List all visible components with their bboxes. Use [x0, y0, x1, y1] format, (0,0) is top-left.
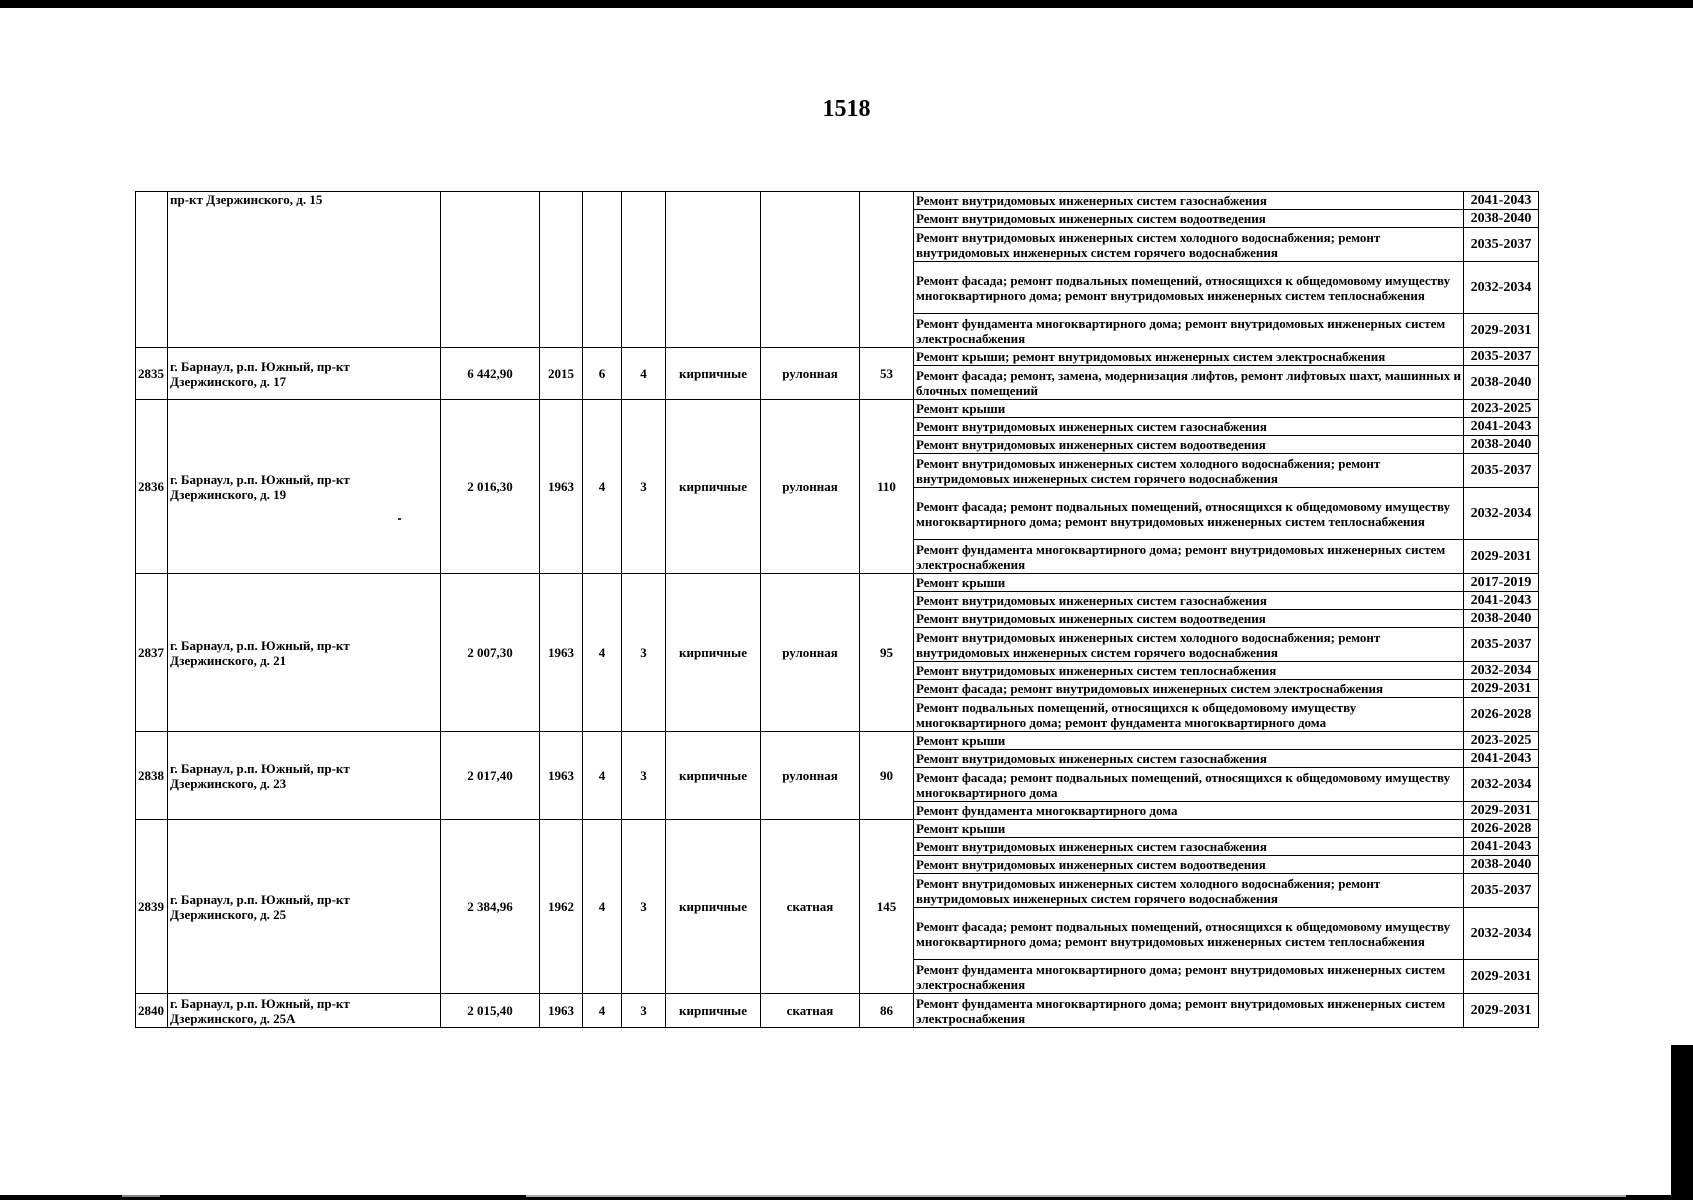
- work-period: 2038-2040: [1464, 366, 1539, 400]
- entrances-count: 3: [622, 732, 666, 820]
- address: г. Барнаул, р.п. Южный, пр-кт Дзержинского, д. 25: [168, 820, 441, 994]
- work-period: 2032-2034: [1464, 908, 1539, 960]
- work-type: Ремонт внутридомовых инженерных систем холодного водоснабжения; ремонт внутридомовых инженерных систем горячего водоснабжения: [914, 228, 1464, 262]
- record-number: 2837: [136, 574, 168, 732]
- work-period: 2026-2028: [1464, 698, 1539, 732]
- work-type: Ремонт внутридомовых инженерных систем теплоснабжения: [914, 662, 1464, 680]
- build-year: 1963: [540, 732, 583, 820]
- total-area: 2 007,30: [441, 574, 540, 732]
- residents-count: 53: [860, 348, 914, 400]
- total-area: 2 015,40: [441, 994, 540, 1028]
- work-period: 2041-2043: [1464, 750, 1539, 768]
- roof-type: рулонная: [761, 400, 860, 574]
- roof-type: рулонная: [761, 574, 860, 732]
- work-period: 2035-2037: [1464, 454, 1539, 488]
- work-type: Ремонт фасада; ремонт подвальных помещений, относящихся к общедомовому имуществу многоквартирного дома: [914, 768, 1464, 802]
- work-type: Ремонт фасада; ремонт подвальных помещений, относящихся к общедомовому имуществу многоквартирного дома; ремонт внутридомовых инженерных систем теплоснабжения: [914, 908, 1464, 960]
- work-period: 2029-2031: [1464, 994, 1539, 1028]
- total-area: [441, 192, 540, 348]
- address: пр-кт Дзержинского, д. 15: [168, 192, 441, 348]
- residents-count: 110: [860, 400, 914, 574]
- work-period: 2032-2034: [1464, 662, 1539, 680]
- floors-count: 4: [583, 820, 622, 994]
- wall-material: [666, 192, 761, 348]
- work-period: 2038-2040: [1464, 436, 1539, 454]
- scan-mark: [526, 1195, 1626, 1197]
- work-period: 2041-2043: [1464, 592, 1539, 610]
- work-period: 2032-2034: [1464, 488, 1539, 540]
- work-period: 2017-2019: [1464, 574, 1539, 592]
- work-type: Ремонт внутридомовых инженерных систем газоснабжения: [914, 838, 1464, 856]
- work-type: Ремонт фасада; ремонт, замена, модернизация лифтов, ремонт лифтовых шахт, машинных и блочных помещений: [914, 366, 1464, 400]
- address: г. Барнаул, р.п. Южный, пр-кт Дзержинского, д. 21: [168, 574, 441, 732]
- residents-count: 90: [860, 732, 914, 820]
- record-number: 2835: [136, 348, 168, 400]
- residents-count: 86: [860, 994, 914, 1028]
- work-type: Ремонт внутридомовых инженерных систем холодного водоснабжения; ремонт внутридомовых инженерных систем горячего водоснабжения: [914, 628, 1464, 662]
- work-type: Ремонт фундамента многоквартирного дома: [914, 802, 1464, 820]
- work-type: Ремонт подвальных помещений, относящихся к общедомовому имуществу многоквартирного дома; ремонт фундамента многоквартирного дома: [914, 698, 1464, 732]
- work-period: 2032-2034: [1464, 768, 1539, 802]
- work-type: Ремонт фасада; ремонт подвальных помещений, относящихся к общедомовому имуществу многоквартирного дома; ремонт внутридомовых инженерных систем теплоснабжения: [914, 262, 1464, 314]
- floors-count: [583, 192, 622, 348]
- work-period: 2038-2040: [1464, 610, 1539, 628]
- work-period: 2029-2031: [1464, 802, 1539, 820]
- work-period: 2029-2031: [1464, 960, 1539, 994]
- address: г. Барнаул, р.п. Южный, пр-кт Дзержинского, д. 25А: [168, 994, 441, 1028]
- address: г. Барнаул, р.п. Южный, пр-кт Дзержинского, д. 19: [168, 400, 441, 574]
- wall-material: кирпичные: [666, 348, 761, 400]
- work-period: 2035-2037: [1464, 874, 1539, 908]
- entrances-count: 3: [622, 400, 666, 574]
- floors-count: 4: [583, 732, 622, 820]
- work-type: Ремонт фасада; ремонт внутридомовых инженерных систем электроснабжения: [914, 680, 1464, 698]
- record-number: 2838: [136, 732, 168, 820]
- total-area: 2 384,96: [441, 820, 540, 994]
- work-type: Ремонт внутридомовых инженерных систем водоотведения: [914, 610, 1464, 628]
- work-type: Ремонт крыши; ремонт внутридомовых инженерных систем электроснабжения: [914, 348, 1464, 366]
- work-period: 2029-2031: [1464, 540, 1539, 574]
- work-type: Ремонт крыши: [914, 820, 1464, 838]
- build-year: 1962: [540, 820, 583, 994]
- table-row: [136, 994, 1539, 1028]
- record-number: 2839: [136, 820, 168, 994]
- residents-count: 145: [860, 820, 914, 994]
- build-year: 1963: [540, 574, 583, 732]
- total-area: 2 017,40: [441, 732, 540, 820]
- work-period: 2035-2037: [1464, 628, 1539, 662]
- table-row: [136, 732, 1539, 750]
- entrances-count: 3: [622, 820, 666, 994]
- scan-border-right: [1671, 1045, 1693, 1200]
- work-period: 2041-2043: [1464, 838, 1539, 856]
- work-type: Ремонт внутридомовых инженерных систем водоотведения: [914, 856, 1464, 874]
- work-type: Ремонт внутридомовых инженерных систем газоснабжения: [914, 750, 1464, 768]
- table-row: [136, 574, 1539, 592]
- work-period: 2023-2025: [1464, 400, 1539, 418]
- entrances-count: [622, 192, 666, 348]
- work-period: 2029-2031: [1464, 680, 1539, 698]
- record-number: [136, 192, 168, 348]
- floors-count: 4: [583, 574, 622, 732]
- entrances-count: 3: [622, 994, 666, 1028]
- record-number: 2836: [136, 400, 168, 574]
- work-type: Ремонт внутридомовых инженерных систем водоотведения: [914, 210, 1464, 228]
- residents-count: [860, 192, 914, 348]
- build-year: [540, 192, 583, 348]
- entrances-count: 4: [622, 348, 666, 400]
- build-year: 1963: [540, 994, 583, 1028]
- table-row: [136, 192, 1539, 210]
- work-period: 2023-2025: [1464, 732, 1539, 750]
- roof-type: рулонная: [761, 348, 860, 400]
- scan-border-top: [0, 0, 1693, 8]
- work-type: Ремонт внутридомовых инженерных систем холодного водоснабжения; ремонт внутридомовых инженерных систем горячего водоснабжения: [914, 454, 1464, 488]
- scan-mark: [122, 1195, 160, 1197]
- work-type: Ремонт фундамента многоквартирного дома; ремонт внутридомовых инженерных систем электроснабжения: [914, 994, 1464, 1028]
- work-type: Ремонт фундамента многоквартирного дома; ремонт внутридомовых инженерных систем электроснабжения: [914, 960, 1464, 994]
- table-row: [136, 348, 1539, 366]
- wall-material: кирпичные: [666, 820, 761, 994]
- wall-material: кирпичные: [666, 732, 761, 820]
- work-period: 2038-2040: [1464, 856, 1539, 874]
- floors-count: 4: [583, 400, 622, 574]
- work-period: 2041-2043: [1464, 192, 1539, 210]
- table-row: [136, 400, 1539, 418]
- work-period: 2026-2028: [1464, 820, 1539, 838]
- work-type: Ремонт фасада; ремонт подвальных помещений, относящихся к общедомовому имуществу многоквартирного дома; ремонт внутридомовых инженерных систем теплоснабжения: [914, 488, 1464, 540]
- total-area: 6 442,90: [441, 348, 540, 400]
- work-type: Ремонт внутридомовых инженерных систем водоотведения: [914, 436, 1464, 454]
- roof-type: рулонная: [761, 732, 860, 820]
- build-year: 1963: [540, 400, 583, 574]
- roof-type: скатная: [761, 820, 860, 994]
- floors-count: 4: [583, 994, 622, 1028]
- work-type: Ремонт внутридомовых инженерных систем газоснабжения: [914, 592, 1464, 610]
- work-type: Ремонт внутридомовых инженерных систем газоснабжения: [914, 418, 1464, 436]
- work-type: Ремонт внутридомовых инженерных систем холодного водоснабжения; ремонт внутридомовых инженерных систем горячего водоснабжения: [914, 874, 1464, 908]
- table-row: [136, 820, 1539, 838]
- work-period: 2041-2043: [1464, 418, 1539, 436]
- work-period: 2029-2031: [1464, 314, 1539, 348]
- work-period: 2035-2037: [1464, 228, 1539, 262]
- work-type: Ремонт крыши: [914, 732, 1464, 750]
- work-type: Ремонт внутридомовых инженерных систем газоснабжения: [914, 192, 1464, 210]
- wall-material: кирпичные: [666, 574, 761, 732]
- entrances-count: 3: [622, 574, 666, 732]
- work-type: Ремонт фундамента многоквартирного дома; ремонт внутридомовых инженерных систем электроснабжения: [914, 540, 1464, 574]
- roof-type: скатная: [761, 994, 860, 1028]
- total-area: 2 016,30: [441, 400, 540, 574]
- work-type: Ремонт крыши: [914, 574, 1464, 592]
- address: г. Барнаул, р.п. Южный, пр-кт Дзержинского, д. 17: [168, 348, 441, 400]
- work-type: Ремонт фундамента многоквартирного дома; ремонт внутридомовых инженерных систем электроснабжения: [914, 314, 1464, 348]
- work-period: 2032-2034: [1464, 262, 1539, 314]
- work-period: 2038-2040: [1464, 210, 1539, 228]
- roof-type: [761, 192, 860, 348]
- page-number: 1518: [822, 96, 871, 122]
- record-number: 2840: [136, 994, 168, 1028]
- residents-count: 95: [860, 574, 914, 732]
- build-year: 2015: [540, 348, 583, 400]
- work-period: 2035-2037: [1464, 348, 1539, 366]
- floors-count: 6: [583, 348, 622, 400]
- work-type: Ремонт крыши: [914, 400, 1464, 418]
- wall-material: кирпичные: [666, 400, 761, 574]
- wall-material: кирпичные: [666, 994, 761, 1028]
- address: г. Барнаул, р.п. Южный, пр-кт Дзержинского, д. 23: [168, 732, 441, 820]
- repair-schedule-table: [135, 191, 1539, 1028]
